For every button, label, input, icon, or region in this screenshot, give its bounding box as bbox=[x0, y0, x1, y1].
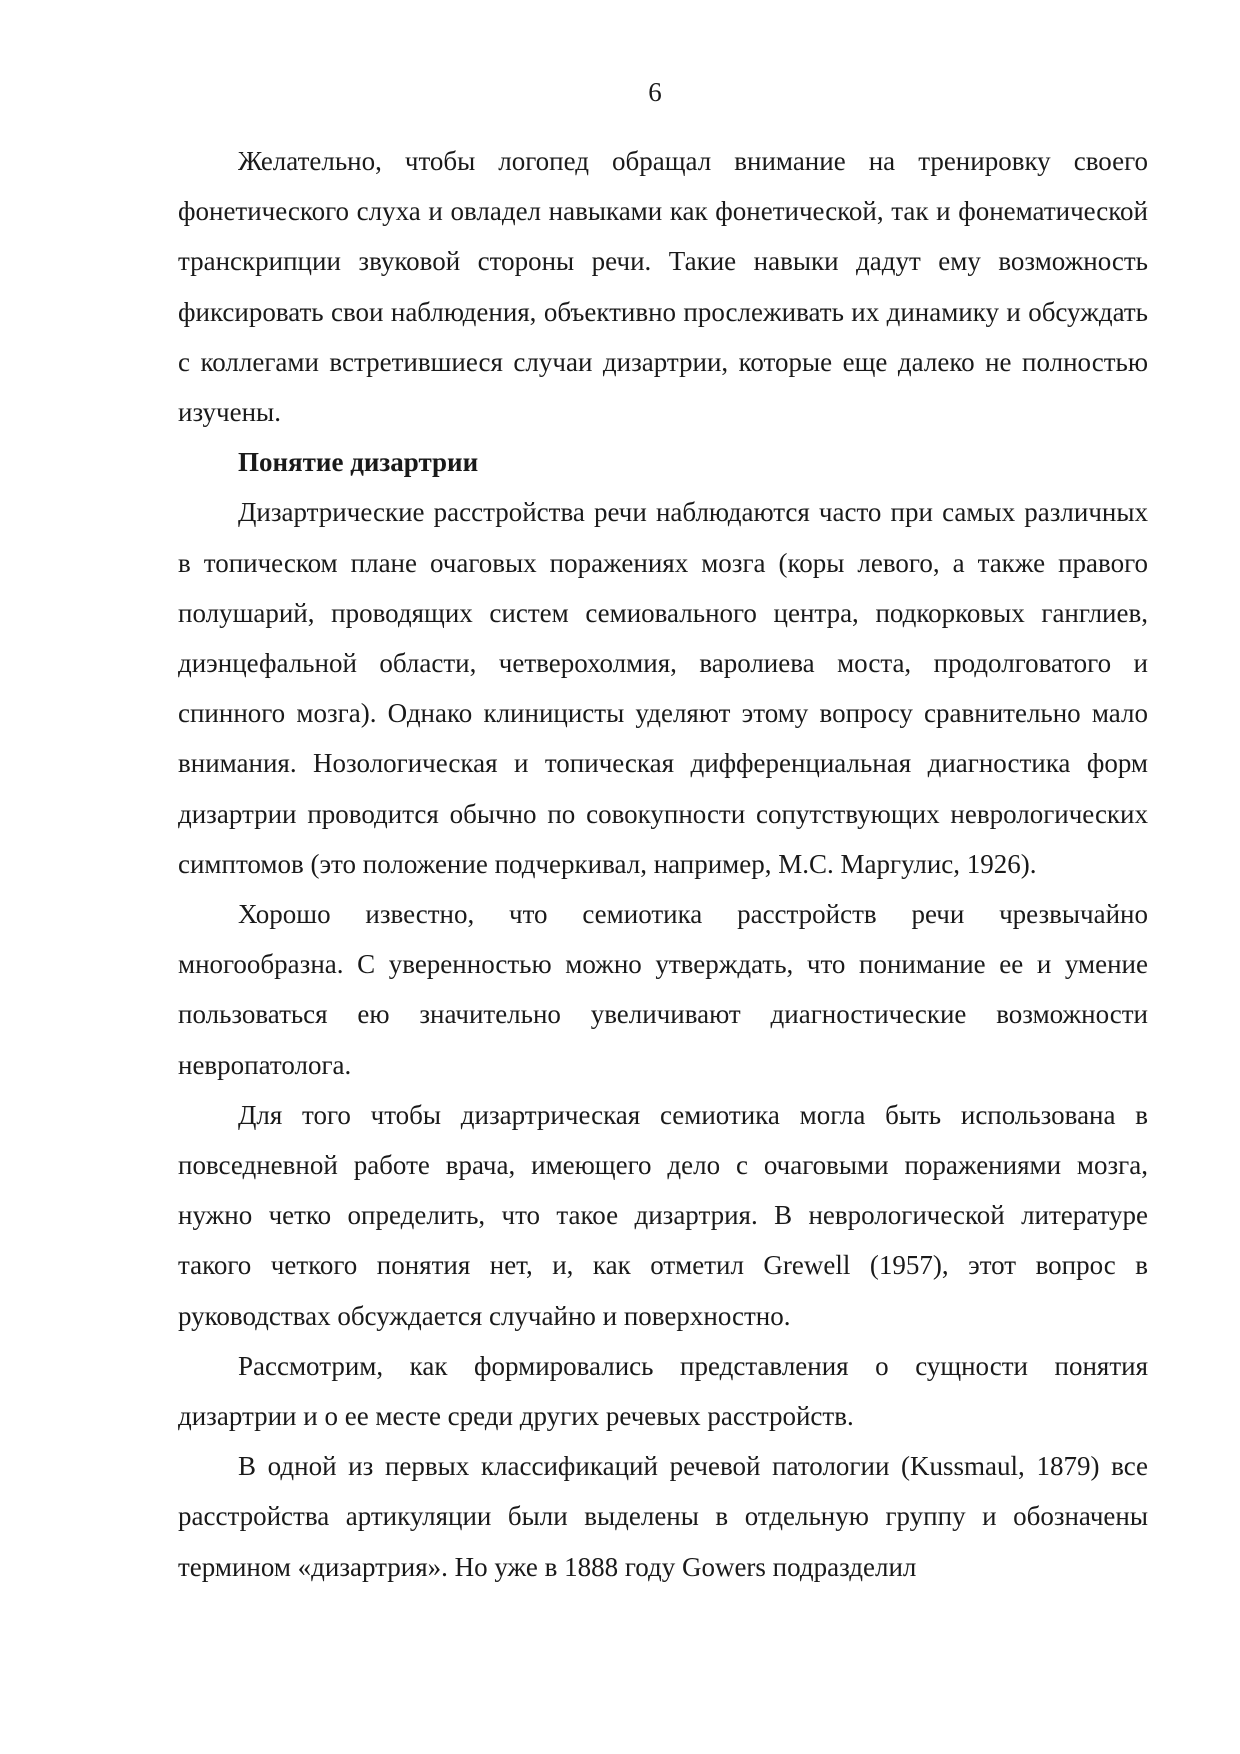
page-number: 6 bbox=[648, 77, 662, 107]
paragraph: Хорошо известно, что семиотика расстройств речи чрезвычайно многообразна. С уверенностью можно утверждать, что понимание ее и умение пользоваться ею значительно увеличивают диагностические возможности невропатолога. bbox=[178, 899, 1148, 1080]
paragraph-last: В одной из первых классификаций речевой патологии (Kussmaul, 1879) все расстройства артикуляции были выделены в отдельную группу и обозначены термином «дизартрия». Но уже в 1888 году Gowers подразделил bbox=[178, 1451, 1148, 1582]
page-content bbox=[178, 136, 1148, 1592]
section-heading: Понятие дизартрии bbox=[238, 447, 479, 478]
paragraph: Дизартрические расстройства речи наблюдаются часто при самых различных в топическом плане очаговых поражениях мозга (коры левого, а также правого полушарий, проводящих систем семиовального центра, подкорковых ганглиев, диэнцефальной области, четверохолмия, варолиева моста, продолговатого и спинного мозга). Однако клиницисты уделяют этому вопросу сравнительно мало внимания. Нозологическая и топическая дифференциальная диагностика форм дизартрии проводится обычно по совокупности сопутствующих неврологических симптомов (это положение подчеркивал, например, М.С. Маргулис, 1926). bbox=[178, 497, 1148, 879]
paragraph: Для того чтобы дизартрическая семиотика могла быть использована в повседневной работе врача, имеющего дело с очаговыми поражениями мозга, нужно четко определить, что такое дизартрия. В неврологической литературе такого четкого понятия нет, и, как отметил Grewell (1957), этот вопрос в руководствах обсуждается случайно и поверхностно. bbox=[178, 1099, 1148, 1331]
paragraph: Рассмотрим, как формировались представления о сущности понятия дизартрии и о ее месте среди других речевых расстройств. bbox=[178, 1350, 1148, 1432]
paragraph-intro: Желательно, чтобы логопед обращал внимание на тренировку своего фонетического слуха и овладел навыками как фонетической, так и фонематической транскрипции звуковой стороны речи. Такие навыки дадут ему возможность фиксировать свои наблюдения, объективно прослеживать их динамику и обсуждать с коллегами встретившиеся случаи дизартрии, которые еще далеко не полностью изучены. bbox=[178, 146, 1148, 428]
